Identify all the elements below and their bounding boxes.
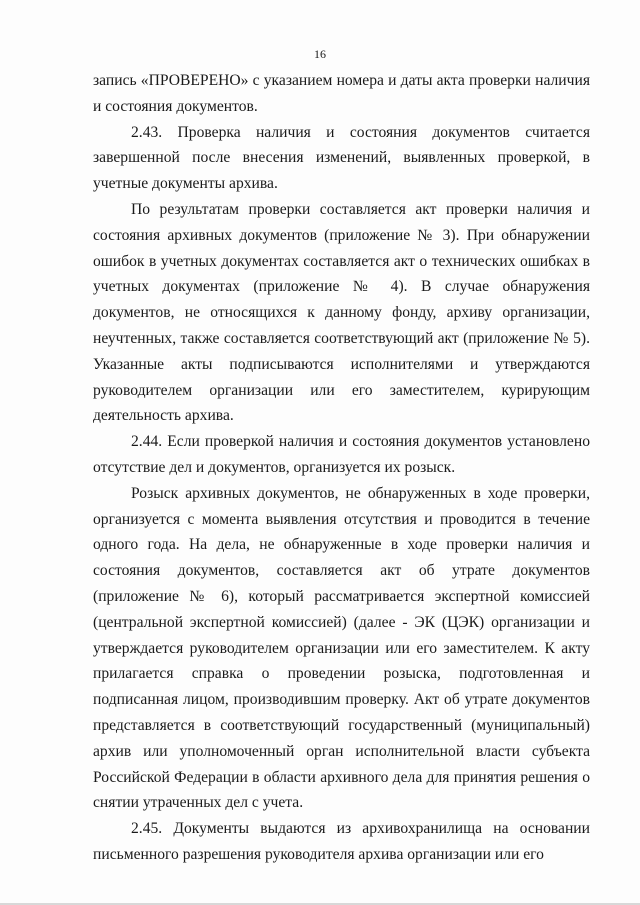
paragraph-2-43: 2.43. Проверка наличия и состояния документов считается завершенной после внесения изменений, выявленных проверкой, в учетные документы архива. (93, 123, 590, 193)
page-number: 16 (314, 47, 326, 61)
paragraph-search: Розыск архивных документов, не обнаруженных в ходе проверки, организуется с момента выявления отсутствия и проводится в течение одного года. На дела, не обнаруженные в ходе проверки наличия и состояния документов, составляется акт об утрате документов (приложение № 6), который рассматривается экспертной комиссией (центральной экспертной комиссией) (далее - ЭК (ЦЭК) организации и утверждается руководителем организации или его заместителем. К акту прилагается справка о проведении розыска, подготовленная и подписанная лицом, производившим проверку. Акт об утрате документов представляется в соответствующий государственный (муниципальный) архив или уполномоченный орган исполнительной власти субъекта Российской Федерации в области архивного дела для принятия решения о снятии утраченных дел с учета. (93, 484, 590, 812)
paragraph-2-44: 2.44. Если проверкой наличия и состояния документов установлено отсутствие дел и документов, организуется их розыск. (93, 433, 590, 476)
paragraph-continuation: запись «ПРОВЕРЕНО» с указанием номера и даты акта проверки наличия и состояния документов. (93, 72, 590, 115)
document-body (93, 68, 590, 868)
paragraph-2-45: 2.45. Документы выдаются из архивохранилища на основании письменного разрешения руководителя архива организации или его (93, 820, 590, 863)
paragraph-check-results: По результатам проверки составляется акт проверки наличия и состояния архивных документов (приложение № 3). При обнаружении ошибок в учетных документах составляется акт о технических ошибках в учетных документах (приложение № 4). В случае обнаружения документов, не относящихся к данному фонду, архиву организации, неучтенных, также составляется соответствующий акт (приложение № 5). Указанные акты подписываются исполнителями и утверждаются руководителем организации или его заместителем, курирующим деятельность архива. (93, 200, 590, 425)
